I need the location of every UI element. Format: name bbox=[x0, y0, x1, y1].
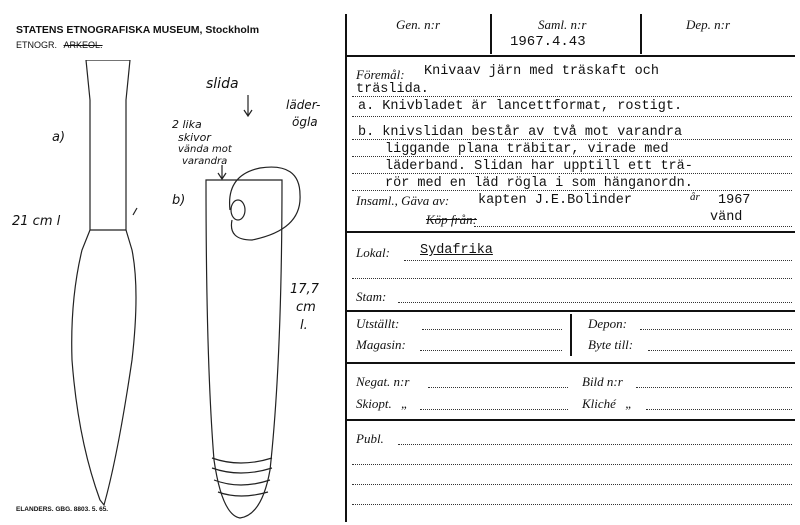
skiopt-text: Skiopt. bbox=[356, 396, 392, 411]
depon-label: Depon: bbox=[588, 316, 627, 331]
foremal-line-2: träslida. bbox=[356, 82, 429, 97]
printer-imprint: ELANDERS. GBG. 8803. 5. 65. bbox=[16, 506, 109, 513]
foremal-line-1: Knivaav järn med träskaft och bbox=[424, 64, 659, 79]
insaml-value: kapten J.E.Bolinder bbox=[478, 193, 632, 208]
foremal-line-5: liggande plana träbitar, virade med bbox=[385, 142, 669, 157]
utstallt-label: Utställt: bbox=[356, 316, 400, 331]
saml-number: 1967.4.43 bbox=[510, 34, 586, 50]
knife-handle bbox=[86, 60, 130, 230]
annotation-skivor-1: 2 lika bbox=[172, 118, 202, 131]
annotation-b-length-1: 17,7 bbox=[290, 282, 319, 297]
skiopt-label bbox=[356, 396, 408, 412]
kliche-ditto: „ bbox=[625, 396, 633, 411]
year-label: år bbox=[690, 191, 700, 203]
kop-fran-label: Köp från: bbox=[426, 212, 477, 227]
foremal-line-3: a. Knivbladet är lancettformat, rostigt. bbox=[358, 99, 683, 114]
lokal-value: Sydafrika bbox=[420, 243, 493, 258]
leather-loop bbox=[230, 167, 300, 240]
dep-label: Dep. n:r bbox=[686, 17, 731, 32]
insaml-extra: vänd bbox=[710, 210, 743, 225]
annotation-skivor-2: skivor bbox=[178, 131, 211, 144]
dept-arkeol-struck: ARKEOL. bbox=[63, 40, 103, 50]
negat-label: Negat. n:r bbox=[356, 374, 410, 389]
annotation-a-length: 21 cm l bbox=[12, 214, 61, 229]
kliche-text: Kliché bbox=[582, 396, 616, 411]
annotation-b-length-3: l. bbox=[300, 318, 308, 333]
museum-name: STATENS ETNOGRAFISKA MUSEUM, Stockholm bbox=[16, 24, 260, 36]
annotation-skivor-4: varandra bbox=[182, 156, 228, 167]
foremal-line-4: b. knivslidan består av två mot varandra bbox=[358, 125, 683, 140]
foremal-line-7: rör med en läd rögla i som hänganordn. bbox=[385, 176, 693, 191]
gen-label: Gen. n:r bbox=[396, 17, 441, 32]
foremal-line-6: läderband. Slidan har upptill ett trä- bbox=[385, 159, 693, 174]
skiopt-ditto: „ bbox=[401, 396, 409, 411]
foremal-label: Föremål: bbox=[356, 67, 405, 82]
annotation-skivor-3: vända mot bbox=[178, 144, 232, 155]
annotation-b-length-2: cm bbox=[296, 300, 316, 315]
form-left-border bbox=[345, 14, 347, 522]
bild-label: Bild n:r bbox=[582, 374, 623, 389]
annotation-loop-2: ögla bbox=[292, 115, 318, 129]
magasin-label: Magasin: bbox=[356, 337, 406, 352]
dept-etnogr: ETNOGR. bbox=[16, 40, 58, 50]
insaml-label: Insaml., Gäva av: bbox=[356, 193, 450, 208]
annotation-b: b) bbox=[172, 193, 186, 208]
stam-label: Stam: bbox=[356, 289, 387, 304]
sheath-outline bbox=[206, 180, 282, 518]
publ-label: Publ. bbox=[356, 431, 384, 446]
saml-label: Saml. n:r bbox=[538, 17, 587, 32]
knife-blade bbox=[72, 230, 136, 505]
lokal-label: Lokal: bbox=[356, 245, 390, 260]
byte-label: Byte till: bbox=[588, 337, 634, 352]
department-label bbox=[16, 40, 103, 50]
annotation-loop-1: läder- bbox=[286, 98, 321, 112]
annotation-a: a) bbox=[52, 130, 66, 145]
year-value: 1967 bbox=[718, 193, 751, 208]
annotation-slida: slida bbox=[206, 76, 239, 92]
kliche-label bbox=[582, 396, 632, 412]
